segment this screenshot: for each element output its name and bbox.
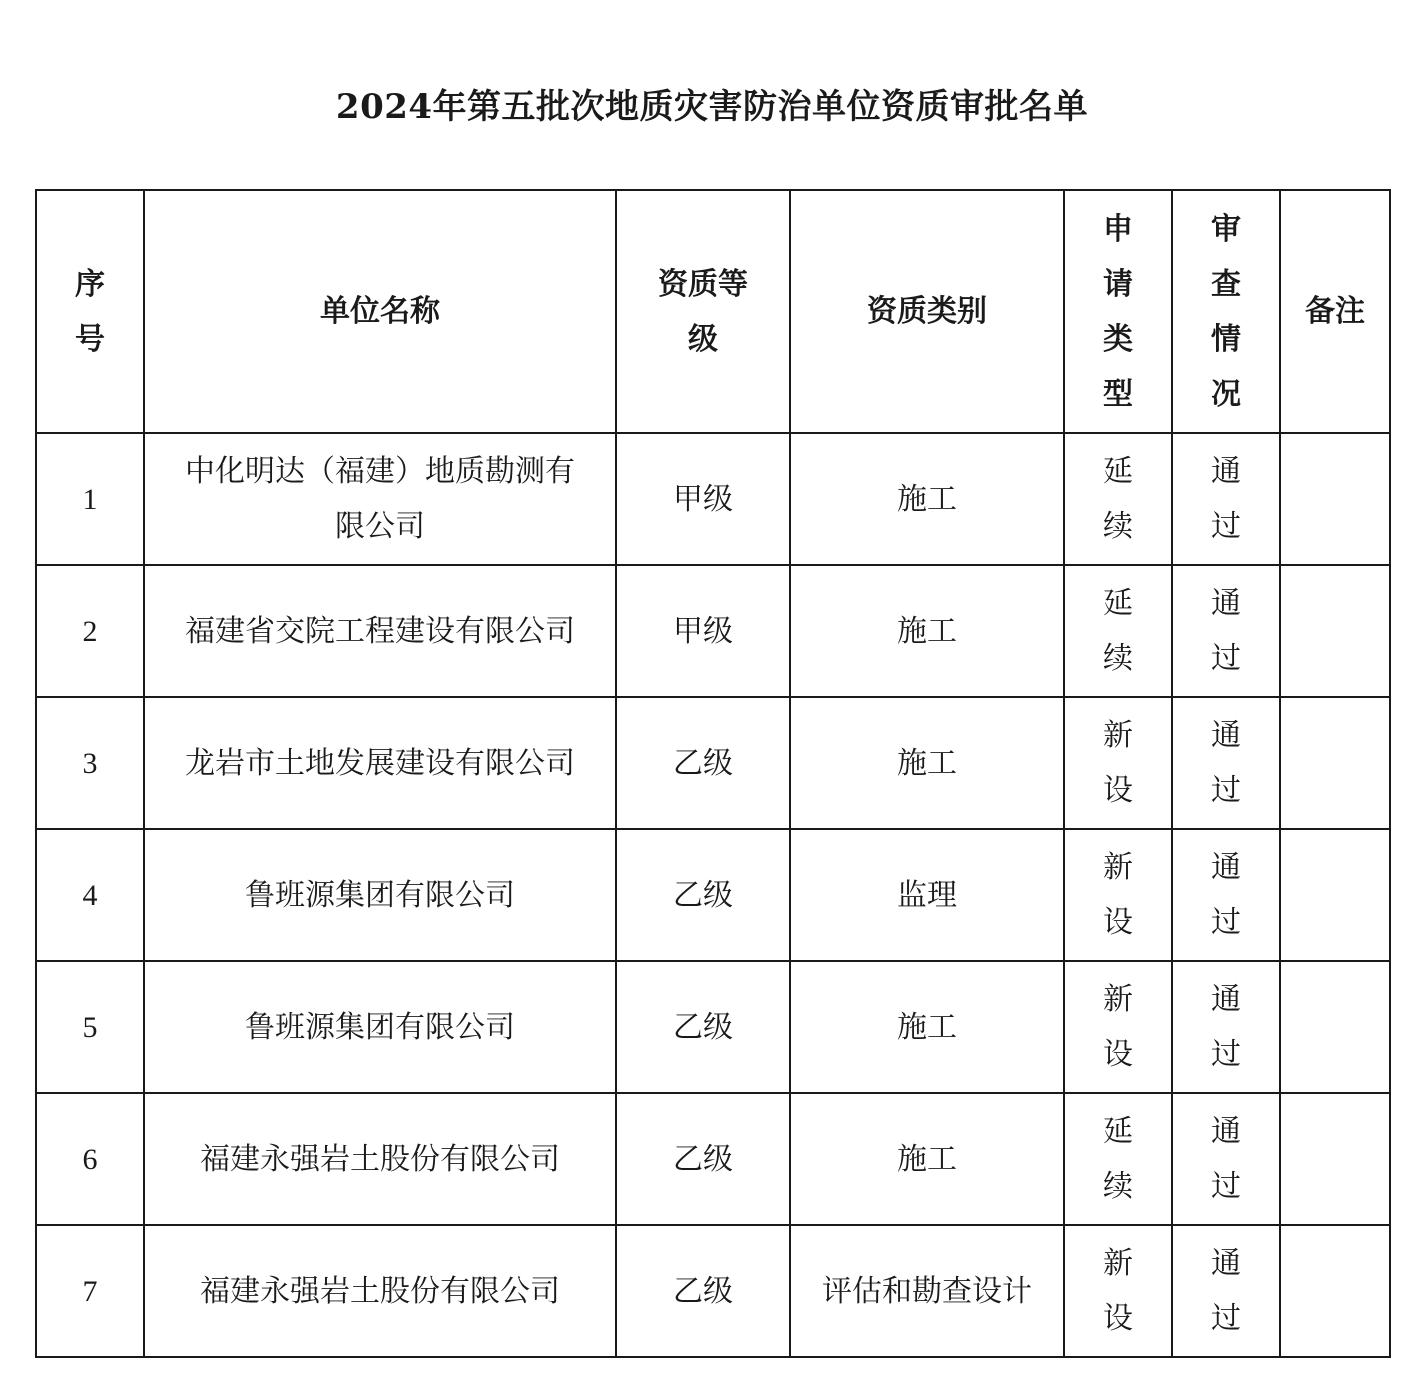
cell-grade: 甲级 [616, 433, 790, 565]
table-row [36, 829, 1390, 961]
cell-index: 4 [36, 829, 144, 961]
header-apply-type: 申请类型 [1064, 190, 1172, 433]
cell-remark [1280, 433, 1390, 565]
cell-grade: 甲级 [616, 565, 790, 697]
cell-unit-name: 福建永强岩土股份有限公司 [144, 1225, 616, 1357]
cell-grade: 乙级 [616, 1093, 790, 1225]
cell-category: 施工 [790, 697, 1064, 829]
cell-unit-name: 福建省交院工程建设有限公司 [144, 565, 616, 697]
cell-apply-type: 延续 [1064, 433, 1172, 565]
cell-category: 施工 [790, 433, 1064, 565]
cell-remark [1280, 1093, 1390, 1225]
cell-review: 通过 [1172, 829, 1280, 961]
cell-review: 通过 [1172, 433, 1280, 565]
cell-category: 评估和勘查设计 [790, 1225, 1064, 1357]
cell-grade: 乙级 [616, 829, 790, 961]
table-row [36, 961, 1390, 1093]
cell-grade: 乙级 [616, 1225, 790, 1357]
cell-grade: 乙级 [616, 697, 790, 829]
document-title: 2024年第五批次地质灾害防治单位资质审批名单 [335, 87, 1089, 127]
cell-remark [1280, 697, 1390, 829]
cell-remark [1280, 829, 1390, 961]
table-row [36, 1225, 1390, 1357]
cell-remark [1280, 565, 1390, 697]
cell-apply-type: 新设 [1064, 697, 1172, 829]
cell-apply-type: 延续 [1064, 1093, 1172, 1225]
cell-review: 通过 [1172, 565, 1280, 697]
cell-review: 通过 [1172, 1225, 1280, 1357]
cell-index: 5 [36, 961, 144, 1093]
cell-index: 2 [36, 565, 144, 697]
cell-unit-name: 中化明达（福建）地质勘测有限公司 [144, 433, 616, 565]
cell-apply-type: 新设 [1064, 961, 1172, 1093]
header-grade: 资质等级 [616, 190, 790, 433]
cell-category: 监理 [790, 829, 1064, 961]
cell-index: 3 [36, 697, 144, 829]
approval-table [35, 189, 1391, 1358]
cell-review: 通过 [1172, 961, 1280, 1093]
header-unit-name: 单位名称 [144, 190, 616, 433]
cell-remark [1280, 961, 1390, 1093]
cell-category: 施工 [790, 565, 1064, 697]
cell-unit-name: 龙岩市土地发展建设有限公司 [144, 697, 616, 829]
table-row [36, 565, 1390, 697]
table-header-row [36, 190, 1390, 433]
header-review: 审查情况 [1172, 190, 1280, 433]
header-index: 序号 [36, 190, 144, 433]
cell-index: 1 [36, 433, 144, 565]
cell-apply-type: 新设 [1064, 829, 1172, 961]
cell-grade: 乙级 [616, 961, 790, 1093]
cell-apply-type: 延续 [1064, 565, 1172, 697]
cell-index: 7 [36, 1225, 144, 1357]
cell-category: 施工 [790, 1093, 1064, 1225]
cell-index: 6 [36, 1093, 144, 1225]
table-body [36, 433, 1390, 1357]
cell-category: 施工 [790, 961, 1064, 1093]
cell-unit-name: 福建永强岩土股份有限公司 [144, 1093, 616, 1225]
header-category: 资质类别 [790, 190, 1064, 433]
table-row [36, 697, 1390, 829]
cell-review: 通过 [1172, 1093, 1280, 1225]
cell-remark [1280, 1225, 1390, 1357]
cell-unit-name: 鲁班源集团有限公司 [144, 829, 616, 961]
cell-apply-type: 新设 [1064, 1225, 1172, 1357]
cell-review: 通过 [1172, 697, 1280, 829]
header-remark: 备注 [1280, 190, 1390, 433]
table-row [36, 433, 1390, 565]
cell-unit-name: 鲁班源集团有限公司 [144, 961, 616, 1093]
table-row [36, 1093, 1390, 1225]
